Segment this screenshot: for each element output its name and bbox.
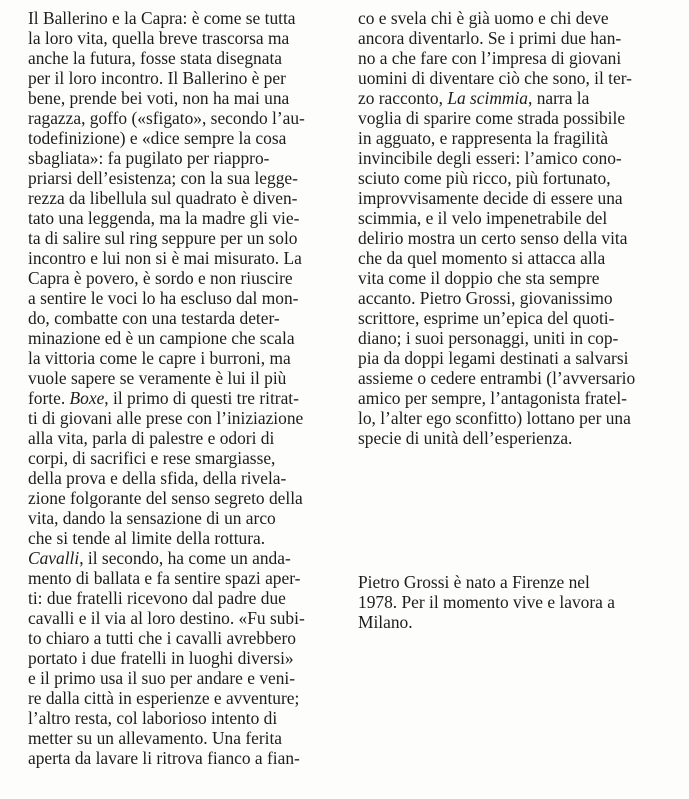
text-line: in agguato, e rappresenta la fragilità — [358, 128, 609, 148]
text-line: vita come il doppio che sta sempre — [358, 268, 600, 288]
text-line: Il Ballerino e la Capra: è come se tutta — [28, 8, 296, 28]
text-line: tato una leggenda, ma la madre gli vie- — [28, 208, 300, 228]
text-line: cavalli e il via al loro destino. «Fu subi- — [28, 608, 305, 628]
text-line: rezza da libellula sul quadrato è diven- — [28, 188, 298, 208]
text-line: ta di salire sul ring seppure per un solo — [28, 228, 298, 248]
text-line: zione folgorante del senso segreto della — [28, 488, 303, 508]
text-line: metter su un allevamento. Una ferita — [28, 728, 282, 748]
italic-title: Boxe — [69, 388, 105, 408]
text-line: a sentire le voci lo ha escluso dal mon- — [28, 288, 299, 308]
text-line: della prova e della sfida, della rivela- — [28, 468, 287, 488]
text-line: incontro e lui non si è mai misurato. La — [28, 248, 302, 268]
text-line: accanto. Pietro Grossi, giovanissimo — [358, 288, 613, 308]
bio-line: Milano. — [358, 612, 413, 632]
text-line: diano; i suoi personaggi, uniti in cop- — [358, 328, 619, 348]
text-line: sbagliata»: fa pugilato per riappro- — [28, 148, 270, 168]
text-line: Capra è povero, è sordo e non riuscire — [28, 268, 293, 288]
text-line: ti: due fratelli ricevono dal padre due — [28, 588, 286, 608]
text-line: zo racconto, La scimmia, narra la — [358, 88, 590, 108]
text-line: ti di giovani alle prese con l’iniziazione — [28, 408, 304, 428]
text-line: che da quel momento si attacca alla — [358, 248, 606, 268]
text-line: Cavalli, il secondo, ha come un anda- — [28, 548, 291, 568]
author-bio — [358, 572, 676, 632]
italic-title: La scimmia — [447, 88, 529, 108]
text-line: ragazza, goffo («sfigato», secondo l’au- — [28, 108, 305, 128]
text-line: voglia di sparire come strada possibile — [358, 108, 626, 128]
left-text-column — [28, 8, 338, 768]
text-line: per il loro incontro. Il Ballerino è per — [28, 68, 286, 88]
text-line: corpi, di sacrifici e rese smargiasse, — [28, 448, 276, 468]
text-line: todefinizione) e «dice sempre la cosa — [28, 128, 287, 148]
text-line: scimmia, e il velo impenetrabile del — [358, 208, 608, 228]
text-line: lo, l’alter ego sconfitto) lottano per una — [358, 408, 631, 428]
text-line: do, combatte con una testarda deter- — [28, 308, 280, 328]
text-line: forte. Boxe, il primo di questi tre ritrat- — [28, 388, 299, 408]
bio-line: 1978. Per il momento vive e lavora a — [358, 592, 615, 612]
text-line: la loro vita, quella breve trascorsa ma — [28, 28, 290, 48]
italic-title: Cavalli — [28, 548, 80, 568]
text-line: improvvisamente decide di essere una — [358, 188, 623, 208]
text-line: vita, dando la sensazione di un arco — [28, 508, 276, 528]
text-line: assieme o cedere entrambi (l’avversario — [358, 368, 636, 388]
text-line: portato i due fratelli in luoghi diversi» — [28, 648, 294, 668]
text-line: mento di ballata e fa sentire spazi aper- — [28, 568, 301, 588]
right-text-column — [358, 8, 676, 448]
text-line: che si tende al limite della rottura. — [28, 528, 266, 548]
text-line: bene, prende bei voti, non ha mai una — [28, 88, 290, 108]
text-line: delirio mostra un certo senso della vita — [358, 228, 628, 248]
text-line: minazione ed è un campione che scala — [28, 328, 295, 348]
text-line: l’altro resta, col laborioso intento di — [28, 708, 278, 728]
text-line: priarsi dell’esistenza; con la sua legge- — [28, 168, 298, 188]
text-line: aperta da lavare li ritrova fianco a fian- — [28, 748, 300, 768]
text-line: invincibile degli esseri: l’amico cono- — [358, 148, 622, 168]
bio-line: Pietro Grossi è nato a Firenze nel — [358, 572, 590, 592]
text-line: ancora diventarlo. Se i primi due han- — [358, 28, 622, 48]
text-line: pia da doppi legami destinati a salvarsi — [358, 348, 629, 368]
text-line: no a che fare con l’impresa di giovani — [358, 48, 622, 68]
text-line: to chiaro a tutti che i cavalli avrebbero — [28, 628, 296, 648]
text-line: vuole sapere se veramente è lui il più — [28, 368, 287, 388]
text-line: amico per sempre, l’antagonista fratel- — [358, 388, 627, 408]
text-line: scrittore, esprime un’epica del quoti- — [358, 308, 615, 328]
text-line: la vittoria come le capre i burroni, ma — [28, 348, 291, 368]
text-line: alla vita, parla di palestre e odori di — [28, 428, 275, 448]
text-line: specie di unità dell’esperienza. — [358, 428, 573, 448]
text-line: co e svela chi è già uomo e chi deve — [358, 8, 609, 28]
text-line: uomini di diventare ciò che sono, il ter- — [358, 68, 632, 88]
text-line: anche la futura, fosse stata disegnata — [28, 48, 282, 68]
text-line: e il primo usa il suo per andare e veni- — [28, 668, 296, 688]
text-line: re dalla città in esperienze e avventure; — [28, 688, 300, 708]
text-line: sciuto come più ricco, più fortunato, — [358, 168, 611, 188]
